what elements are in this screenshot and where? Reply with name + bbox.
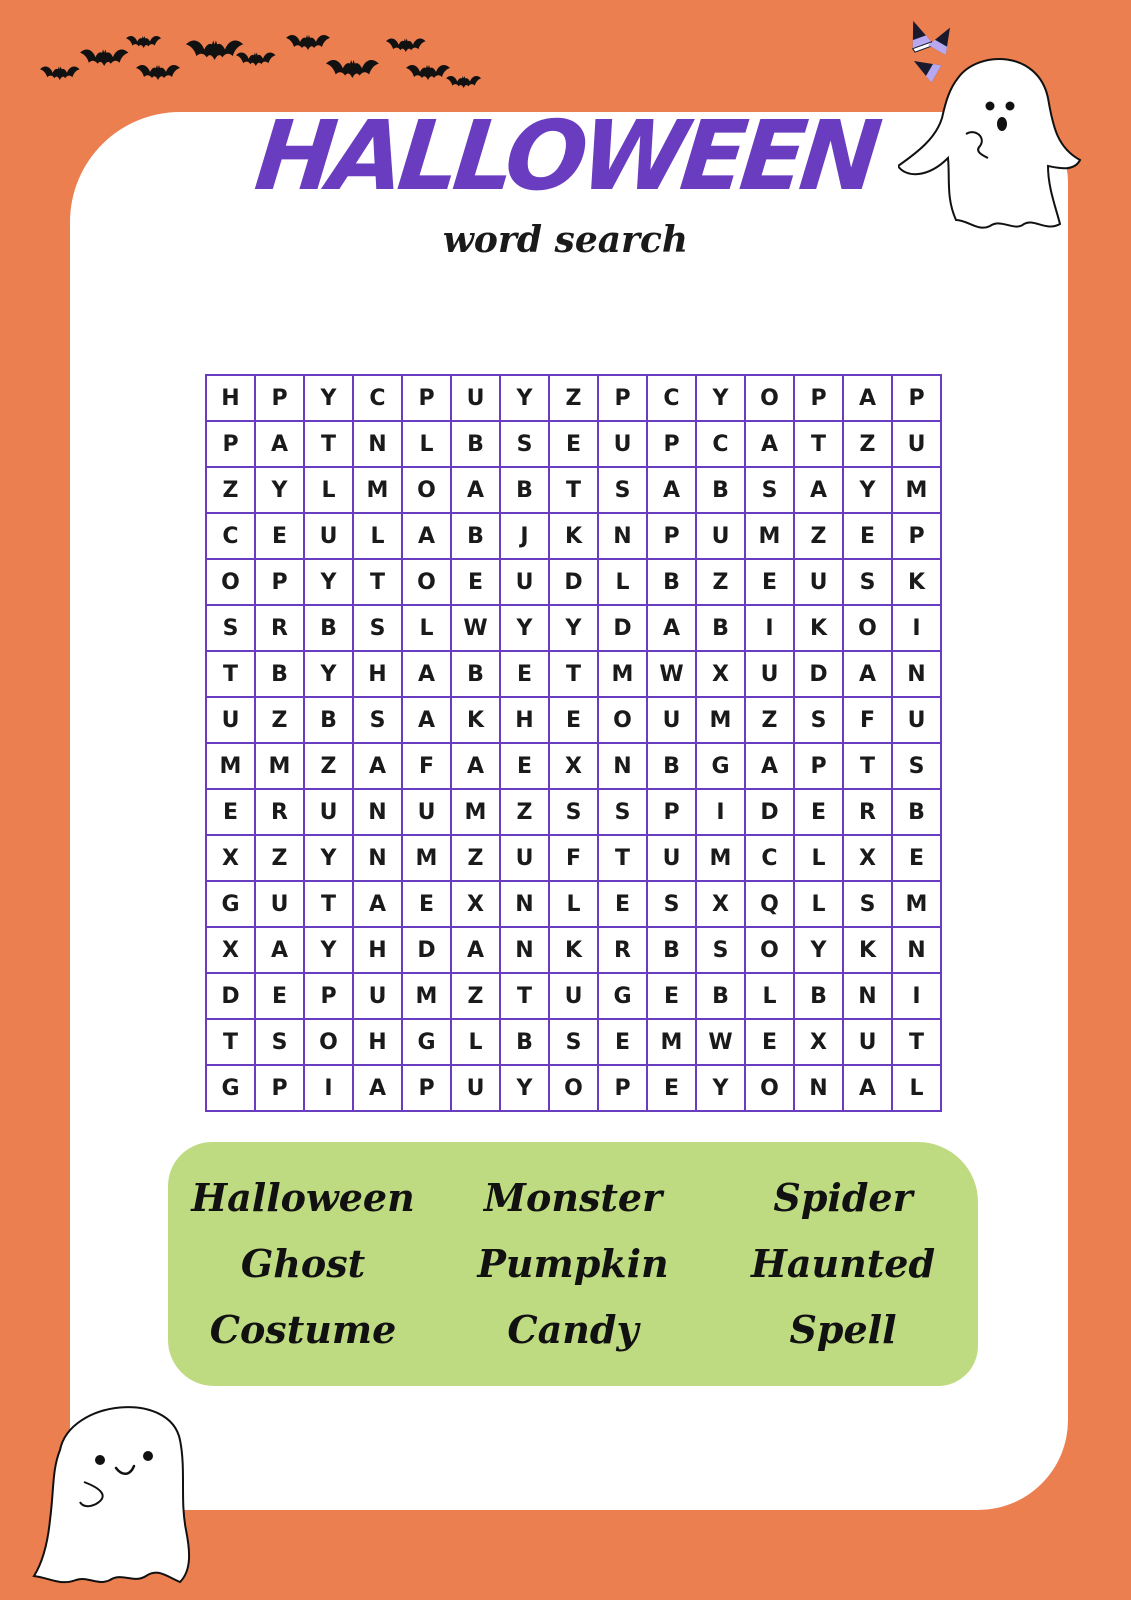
grid-cell[interactable]: W [452,606,499,650]
grid-cell[interactable]: T [207,1020,254,1064]
grid-cell[interactable]: A [452,468,499,512]
grid-cell[interactable]: N [354,790,401,834]
grid-cell[interactable]: Y [501,606,548,650]
grid-cell[interactable]: Z [305,744,352,788]
grid-cell[interactable]: E [893,836,940,880]
word-list-panel [168,1142,978,1386]
grid-cell[interactable]: O [746,928,793,972]
bat-icon [236,53,276,67]
grid-cell[interactable]: P [207,422,254,466]
grid-cell[interactable]: M [354,468,401,512]
grid-cell[interactable]: Y [844,468,891,512]
bats-decoration [36,24,496,104]
grid-cell[interactable]: U [550,974,597,1018]
grid-cell[interactable]: X [550,744,597,788]
grid-cell[interactable]: K [452,698,499,742]
grid-cell[interactable]: S [746,468,793,512]
grid-cell[interactable]: M [403,836,450,880]
bat-icon [136,65,180,80]
grid-cell[interactable]: M [599,652,646,696]
grid-cell[interactable]: F [550,836,597,880]
grid-cell[interactable]: Y [795,928,842,972]
bat-icon [40,67,80,81]
grid-cell[interactable]: Y [501,1066,548,1110]
grid-cell[interactable]: L [893,1066,940,1110]
grid-cell[interactable]: D [746,790,793,834]
grid-cell[interactable]: B [893,790,940,834]
grid-cell[interactable]: E [501,744,548,788]
grid-cell[interactable]: U [844,1020,891,1064]
bat-icon [126,36,161,48]
grid-cell[interactable]: S [354,698,401,742]
grid-cell[interactable]: K [844,928,891,972]
grid-cell[interactable]: E [550,698,597,742]
grid-cell[interactable]: M [403,974,450,1018]
grid-cell[interactable]: M [207,744,254,788]
grid-cell[interactable]: T [550,468,597,512]
grid-cell[interactable]: L [403,606,450,650]
grid-cell[interactable]: U [501,836,548,880]
grid-cell[interactable]: L [746,974,793,1018]
grid-cell[interactable]: Y [550,606,597,650]
word-list-item: Ghost [240,1240,366,1286]
grid-cell[interactable]: B [648,560,695,604]
grid-cell[interactable]: T [305,422,352,466]
grid-cell[interactable]: Z [844,422,891,466]
page-subtitle: word search [442,219,689,261]
grid-cell[interactable]: E [844,514,891,558]
word-list-item: Haunted [750,1240,936,1286]
grid-cell[interactable]: B [305,606,352,650]
grid-cell[interactable]: N [599,744,646,788]
grid-cell[interactable]: E [599,882,646,926]
grid-cell[interactable]: T [893,1020,940,1064]
grid-cell[interactable]: S [256,1020,303,1064]
grid-cell[interactable]: E [256,974,303,1018]
word-list [168,1164,978,1362]
grid-cell[interactable]: A [844,376,891,420]
grid-cell[interactable]: T [501,974,548,1018]
grid-cell[interactable]: S [599,468,646,512]
grid-cell[interactable]: A [256,422,303,466]
grid-cell[interactable]: A [452,928,499,972]
grid-cell[interactable]: L [354,514,401,558]
grid-cell[interactable]: B [795,974,842,1018]
grid-cell[interactable]: P [256,1066,303,1110]
grid-cell[interactable]: Z [746,698,793,742]
grid-cell[interactable]: K [550,514,597,558]
grid-cell[interactable]: O [746,1066,793,1110]
grid-cell[interactable]: Y [305,652,352,696]
word-list-item: Pumpkin [477,1240,669,1286]
grid-cell[interactable]: B [305,698,352,742]
grid-cell[interactable]: L [795,836,842,880]
grid-cell[interactable]: O [403,560,450,604]
grid-cell[interactable]: A [844,652,891,696]
bat-icon [80,50,128,67]
grid-cell[interactable]: U [207,698,254,742]
word-list-item: Spider [773,1174,913,1220]
grid-cell[interactable]: R [844,790,891,834]
grid-cell[interactable]: E [550,422,597,466]
grid-cell[interactable]: I [305,1066,352,1110]
grid-cell[interactable]: T [795,422,842,466]
grid-cell[interactable]: U [354,974,401,1018]
grid-cell[interactable]: P [893,376,940,420]
grid-cell[interactable]: I [746,606,793,650]
grid-cell[interactable]: K [550,928,597,972]
grid-cell[interactable]: N [893,652,940,696]
grid-cell[interactable]: U [795,560,842,604]
grid-cell[interactable]: B [452,652,499,696]
grid-cell[interactable]: P [305,974,352,1018]
grid-cell[interactable]: Y [501,376,548,420]
grid-cell[interactable]: B [648,744,695,788]
grid-cell[interactable]: N [844,974,891,1018]
grid-cell[interactable]: N [501,928,548,972]
grid-cell[interactable]: E [452,560,499,604]
grid-cell[interactable]: U [893,698,940,742]
bat-icon [326,60,379,78]
grid-cell[interactable]: A [648,468,695,512]
grid-cell[interactable]: U [305,514,352,558]
grid-cell[interactable]: E [648,974,695,1018]
grid-cell[interactable]: Y [697,376,744,420]
grid-cell[interactable]: H [354,652,401,696]
grid-cell[interactable]: P [256,560,303,604]
grid-cell[interactable]: E [648,1066,695,1110]
grid-cell[interactable]: O [844,606,891,650]
grid-cell[interactable]: Z [697,560,744,604]
grid-cell[interactable]: P [256,376,303,420]
grid-cell[interactable]: Q [746,882,793,926]
grid-cell[interactable]: U [648,836,695,880]
grid-cell[interactable]: O [746,376,793,420]
grid-cell[interactable]: M [648,1020,695,1064]
grid-cell[interactable]: P [599,1066,646,1110]
grid-cell[interactable]: B [452,422,499,466]
grid-cell[interactable]: T [305,882,352,926]
grid-cell[interactable]: L [305,468,352,512]
grid-cell[interactable]: U [403,790,450,834]
word-list-item: Spell [789,1306,897,1352]
grid-cell[interactable]: A [256,928,303,972]
grid-cell[interactable]: A [354,744,401,788]
grid-cell[interactable]: W [697,1020,744,1064]
grid-cell[interactable]: B [697,606,744,650]
bat-icon [186,41,243,61]
grid-cell[interactable]: R [256,790,303,834]
grid-cell[interactable]: G [207,1066,254,1110]
bat-icon [386,39,426,53]
grid-cell[interactable]: J [501,514,548,558]
grid-cell[interactable]: G [207,882,254,926]
grid-cell[interactable]: I [697,790,744,834]
grid-cell[interactable]: C [697,422,744,466]
grid-cell[interactable]: S [599,790,646,834]
bat-icon [446,76,481,88]
grid-cell[interactable]: S [893,744,940,788]
grid-cell[interactable]: S [550,790,597,834]
grid-cell[interactable]: Z [550,376,597,420]
grid-cell[interactable]: K [795,606,842,650]
grid-cell[interactable]: P [648,790,695,834]
grid-cell[interactable]: U [256,882,303,926]
grid-cell[interactable]: E [746,1020,793,1064]
grid-cell[interactable]: L [599,560,646,604]
grid-cell[interactable]: D [599,606,646,650]
grid-cell[interactable]: B [697,974,744,1018]
bat-icon [286,35,330,50]
grid-cell[interactable]: X [697,882,744,926]
grid-cell[interactable]: U [893,422,940,466]
grid-cell[interactable]: A [403,698,450,742]
grid-cell[interactable]: D [403,928,450,972]
grid-cell[interactable]: O [305,1020,352,1064]
grid-cell[interactable]: Z [501,790,548,834]
grid-cell[interactable]: W [648,652,695,696]
grid-cell[interactable]: O [599,698,646,742]
grid-cell[interactable]: R [256,606,303,650]
grid-cell[interactable]: P [648,514,695,558]
grid-cell[interactable]: A [403,652,450,696]
grid-cell[interactable]: A [648,606,695,650]
grid-cell[interactable]: Y [305,376,352,420]
grid-cell[interactable]: H [501,698,548,742]
word-list-item: Candy [507,1306,639,1352]
grid-cell[interactable]: N [893,928,940,972]
grid-cell[interactable]: C [746,836,793,880]
grid-cell[interactable]: T [599,836,646,880]
grid-cell[interactable]: G [403,1020,450,1064]
grid-cell[interactable]: O [550,1066,597,1110]
grid-cell[interactable]: A [746,744,793,788]
grid-cell[interactable]: A [403,514,450,558]
grid-cell[interactable]: X [207,928,254,972]
grid-cell[interactable]: B [501,1020,548,1064]
grid-cell[interactable]: P [795,376,842,420]
grid-cell[interactable]: D [795,652,842,696]
grid-cell[interactable]: U [648,698,695,742]
grid-cell[interactable]: E [207,790,254,834]
grid-cell[interactable]: Z [207,468,254,512]
grid-cell[interactable]: S [501,422,548,466]
grid-cell[interactable]: P [648,422,695,466]
grid-cell[interactable]: U [746,652,793,696]
grid-cell[interactable]: N [501,882,548,926]
grid-cell[interactable]: S [844,882,891,926]
grid-cell[interactable]: A [354,1066,401,1110]
grid-cell[interactable]: P [795,744,842,788]
grid-cell[interactable]: L [795,882,842,926]
grid-cell[interactable]: U [599,422,646,466]
grid-cell[interactable]: M [256,744,303,788]
grid-cell[interactable]: A [452,744,499,788]
page-title: HALLOWEEN [250,100,881,212]
grid-cell[interactable]: Z [452,974,499,1018]
grid-cell[interactable]: B [501,468,548,512]
grid-cell[interactable]: M [893,882,940,926]
grid-cell[interactable]: P [893,514,940,558]
word-search-grid [205,374,942,1112]
grid-cell[interactable]: E [599,1020,646,1064]
grid-cell[interactable]: A [746,422,793,466]
grid-cell[interactable]: C [648,376,695,420]
grid-cell[interactable]: N [354,422,401,466]
grid-cell[interactable]: C [354,376,401,420]
grid-cell[interactable]: S [550,1020,597,1064]
grid-cell[interactable]: A [795,468,842,512]
grid-cell[interactable]: U [501,560,548,604]
grid-cell[interactable]: X [452,882,499,926]
grid-cell[interactable]: Y [305,560,352,604]
grid-cell[interactable]: L [452,1020,499,1064]
grid-cell[interactable]: T [550,652,597,696]
grid-cell[interactable]: B [648,928,695,972]
grid-cell[interactable]: X [697,652,744,696]
grid-cell[interactable]: L [403,422,450,466]
grid-cell[interactable]: X [795,1020,842,1064]
grid-cell[interactable]: L [550,882,597,926]
grid-cell[interactable]: H [207,376,254,420]
grid-cell[interactable]: O [403,468,450,512]
grid-cell[interactable]: F [844,698,891,742]
grid-cell[interactable]: H [354,1020,401,1064]
grid-cell[interactable]: S [844,560,891,604]
grid-cell[interactable]: Z [256,698,303,742]
grid-cell[interactable]: M [452,790,499,834]
grid-cell[interactable]: K [893,560,940,604]
grid-cell[interactable]: Y [305,836,352,880]
grid-cell[interactable]: S [795,698,842,742]
grid-cell[interactable]: X [844,836,891,880]
grid-cell[interactable]: U [697,514,744,558]
word-list-item: Halloween [191,1174,415,1220]
grid-cell[interactable]: Z [452,836,499,880]
grid-cell[interactable]: D [550,560,597,604]
grid-cell[interactable]: Y [697,1066,744,1110]
grid-cell[interactable]: T [354,560,401,604]
word-list-item: Costume [209,1306,397,1352]
grid-cell[interactable]: E [795,790,842,834]
grid-cell[interactable]: P [403,376,450,420]
grid-cell[interactable]: E [501,652,548,696]
grid-cell[interactable]: C [207,514,254,558]
grid-cell[interactable]: M [697,698,744,742]
grid-cell[interactable]: Y [305,928,352,972]
grid-cell[interactable]: S [697,928,744,972]
grid-cell[interactable]: B [697,468,744,512]
grid-cell[interactable]: N [354,836,401,880]
grid-cell[interactable]: B [452,514,499,558]
grid-cell[interactable]: M [746,514,793,558]
grid-cell[interactable]: T [844,744,891,788]
grid-cell[interactable]: G [599,974,646,1018]
grid-cell[interactable]: S [648,882,695,926]
grid-cell[interactable]: M [697,836,744,880]
grid-cell[interactable]: Z [795,514,842,558]
grid-cell[interactable]: A [354,882,401,926]
grid-cell[interactable]: I [893,974,940,1018]
grid-cell[interactable]: I [893,606,940,650]
grid-cell[interactable]: E [746,560,793,604]
grid-cell[interactable]: F [403,744,450,788]
grid-cell[interactable]: R [599,928,646,972]
grid-cell[interactable]: P [403,1066,450,1110]
grid-cell[interactable]: B [256,652,303,696]
grid-cell[interactable]: D [207,974,254,1018]
grid-cell[interactable]: G [697,744,744,788]
grid-cell[interactable]: A [844,1066,891,1110]
grid-cell[interactable]: T [207,652,254,696]
grid-cell[interactable]: P [599,376,646,420]
word-list-item: Monster [483,1174,663,1220]
grid-cell[interactable]: X [207,836,254,880]
grid-cell[interactable]: H [354,928,401,972]
grid-cell[interactable]: M [893,468,940,512]
grid-cell[interactable]: S [354,606,401,650]
grid-cell[interactable]: N [795,1066,842,1110]
grid-cell[interactable]: U [452,1066,499,1110]
grid-cell[interactable]: Z [256,836,303,880]
grid-cell[interactable]: O [207,560,254,604]
grid-cell[interactable]: U [452,376,499,420]
bat-icon [406,65,450,80]
grid-cell[interactable]: U [305,790,352,834]
grid-cell[interactable]: E [256,514,303,558]
grid-cell[interactable]: S [207,606,254,650]
ghost-icon [30,1390,210,1590]
grid-cell[interactable]: E [403,882,450,926]
grid-cell[interactable]: Y [256,468,303,512]
grid-cell[interactable]: N [599,514,646,558]
